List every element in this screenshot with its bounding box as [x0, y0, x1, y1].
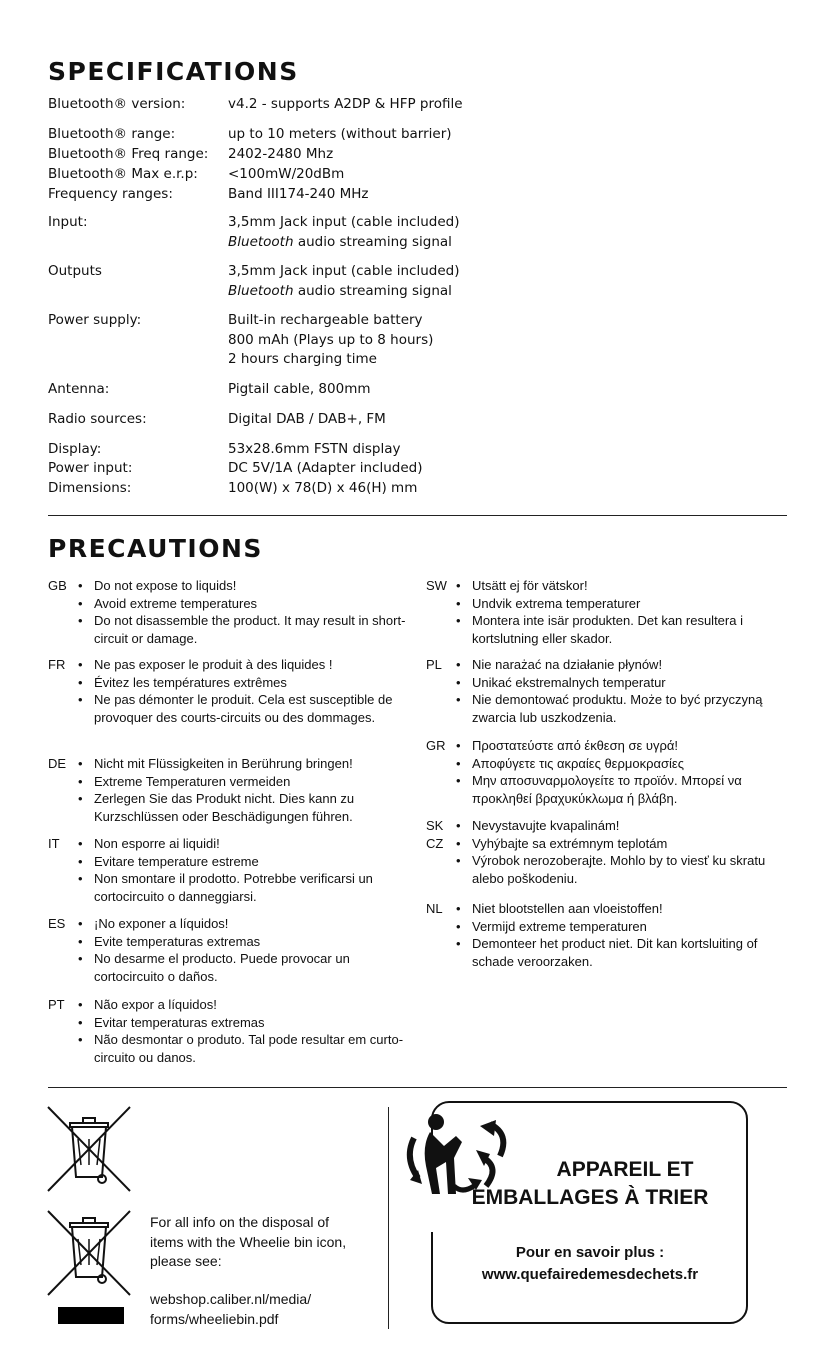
precaution-item: • Nie narażać na działanie płynów!	[456, 657, 663, 672]
language-code: GB	[48, 578, 67, 593]
triman-website[interactable]: www.quefairedemesdechets.fr	[481, 1266, 699, 1283]
spec-value: 3,5mm Jack input (cable included) Bluetooth audio streaming signal	[228, 263, 460, 299]
language-code: SW	[426, 578, 447, 593]
precaution-item: • Výrobok nerozoberajte. Mohlo by to viesť ku skratu alebo poškodeniu.	[456, 853, 766, 887]
language-code: NL	[426, 901, 443, 916]
spec-value: Band III174-240 MHz	[228, 186, 369, 202]
spec-value: v4.2 - supports A2DP & HFP profile	[228, 96, 463, 112]
triman-sub-line1: Pour en savoir plus :	[515, 1244, 665, 1261]
precaution-item: • Vermijd extreme temperaturen	[456, 918, 647, 934]
precaution-item: • Evite temperaturas extremas	[78, 933, 261, 949]
precaution-item: • No desarme el producto. Puede provocar un cortocircuito o daños.	[78, 951, 350, 985]
spec-value: Built-in rechargeable battery 800 mAh (Plays up to 8 hours) 2 hours charging time	[228, 312, 434, 367]
language-code: DE	[48, 756, 67, 771]
precaution-item: • Évitez les températures extrêmes	[78, 674, 287, 690]
spec-value: DC 5V/1A (Adapter included)	[228, 460, 423, 476]
precaution-item: • Αποφύγετε τις ακραίες θερμοκρασίες	[456, 755, 684, 771]
precaution-item: • Utsätt ej för vätskor!	[456, 578, 588, 593]
spec-value: Pigtail cable, 800mm	[228, 381, 371, 397]
spec-value: Digital DAB / DAB+, FM	[228, 411, 386, 427]
spec-value: 2402-2480 Mhz	[228, 146, 334, 162]
triman-title-line1: APPAREIL ET	[556, 1158, 694, 1181]
disposal-url[interactable]: webshop.caliber.nl/media/ forms/wheeliebin.pdf	[150, 1291, 312, 1327]
language-code: PL	[426, 657, 442, 672]
wheelie-bin-bar	[58, 1307, 124, 1324]
spec-label: Frequency ranges:	[48, 186, 173, 202]
precaution-item: • Extreme Temperaturen vermeiden	[78, 773, 291, 789]
precaution-item: • Nevystavujte kvapalinám!	[456, 818, 620, 833]
precaution-item: • Evitare temperature estreme	[78, 853, 259, 869]
wheelie-bin-icon	[46, 1105, 132, 1193]
spec-label: Bluetooth® version:	[48, 96, 186, 112]
spec-label: Bluetooth® Freq range:	[48, 146, 209, 162]
specifications-heading: SPECIFICATIONS	[48, 57, 299, 86]
section-divider	[48, 515, 787, 516]
language-code: GR	[426, 738, 446, 753]
precautions-heading: PRECAUTIONS	[48, 534, 263, 563]
spec-value: 100(W) x 78(D) x 46(H) mm	[228, 480, 418, 496]
spec-label: Antenna:	[48, 381, 110, 397]
spec-value: 53x28.6mm FSTN display	[228, 441, 401, 457]
spec-value: 3,5mm Jack input (cable included) Bluetooth audio streaming signal	[228, 214, 460, 250]
precaution-item: • ¡No exponer a líquidos!	[78, 916, 229, 931]
triman-title-line2: EMBALLAGES À TRIER	[471, 1186, 709, 1209]
precaution-item: • Não expor a líquidos!	[78, 997, 217, 1012]
language-code: FR	[48, 657, 66, 672]
precaution-item: • Ne pas démonter le produit. Cela est susceptible de provoquer des courts-circuits ou des dommages.	[78, 692, 393, 726]
spec-label: Display:	[48, 441, 102, 457]
spec-label: Bluetooth® range:	[48, 126, 176, 142]
precaution-item: • Non smontare il prodotto. Potrebbe verificarsi un cortocircuito o danneggiarsi.	[78, 871, 373, 905]
spec-value: <100mW/20dBm	[228, 166, 345, 182]
spec-value: up to 10 meters (without barrier)	[228, 126, 452, 142]
language-code: ES	[48, 916, 66, 931]
language-code: IT	[48, 836, 60, 851]
footer-divider	[388, 1107, 389, 1329]
precaution-item: • Evitar temperaturas extremas	[78, 1014, 265, 1030]
disposal-info-text: For all info on the disposal of items with the Wheelie bin icon, please see:	[150, 1214, 347, 1269]
precaution-item: • Ne pas exposer le produit à des liquides !	[78, 657, 333, 672]
spec-label: Dimensions:	[48, 480, 132, 496]
precaution-item: • Zerlegen Sie das Produkt nicht. Dies kann zu Kurzschlüssen oder Beschädigungen führen.	[78, 791, 355, 825]
spec-label: Power supply:	[48, 312, 142, 328]
precaution-item: • Montera inte isär produkten. Det kan resultera i kortslutning eller skador.	[456, 613, 743, 647]
precaution-item: • Μην αποσυναρμολογείτε το προϊόν. Μπορεί να προκληθεί βραχυκύκλωμα ή βλάβη.	[456, 773, 742, 807]
language-code: SK CZ	[426, 818, 444, 851]
precaution-item: • Avoid extreme temperatures	[78, 595, 258, 611]
precaution-item: • Do not expose to liquids!	[78, 578, 237, 593]
precaution-item: • Προστατεύστε από έκθεση σε υγρά!	[456, 738, 679, 753]
section-divider-bottom	[48, 1087, 787, 1088]
precaution-item: • Vyhýbajte sa extrémnym teplotám	[456, 835, 668, 851]
precaution-item: • Demonteer het product niet. Dit kan kortsluiting of schade veroorzaken.	[456, 936, 758, 970]
precaution-item: • Niet blootstellen aan vloeistoffen!	[456, 901, 663, 916]
precaution-item: • Undvik extrema temperaturer	[456, 595, 641, 611]
precaution-item: • Nicht mit Flüssigkeiten in Berührung bringen!	[78, 756, 353, 771]
precaution-item: • Do not disassemble the product. It may result in short-circuit or damage.	[78, 613, 406, 647]
wheelie-bin-icon	[46, 1209, 132, 1297]
precaution-item: • Não desmontar o produto. Tal pode resultar em curto-circuito ou danos.	[78, 1032, 404, 1066]
precaution-item: • Unikać ekstremalnych temperatur	[456, 674, 666, 690]
precaution-item: • Nie demontować produktu. Może to być przyczyną zwarcia lub uszkodzenia.	[456, 692, 763, 726]
spec-label: Radio sources:	[48, 411, 147, 427]
language-code: PT	[48, 997, 65, 1012]
precaution-item: • Non esporre ai liquidi!	[78, 836, 220, 851]
spec-label: Input:	[48, 214, 88, 230]
spec-label: Bluetooth® Max e.r.p:	[48, 166, 198, 182]
spec-label: Outputs	[48, 263, 102, 279]
spec-label: Power input:	[48, 460, 133, 476]
